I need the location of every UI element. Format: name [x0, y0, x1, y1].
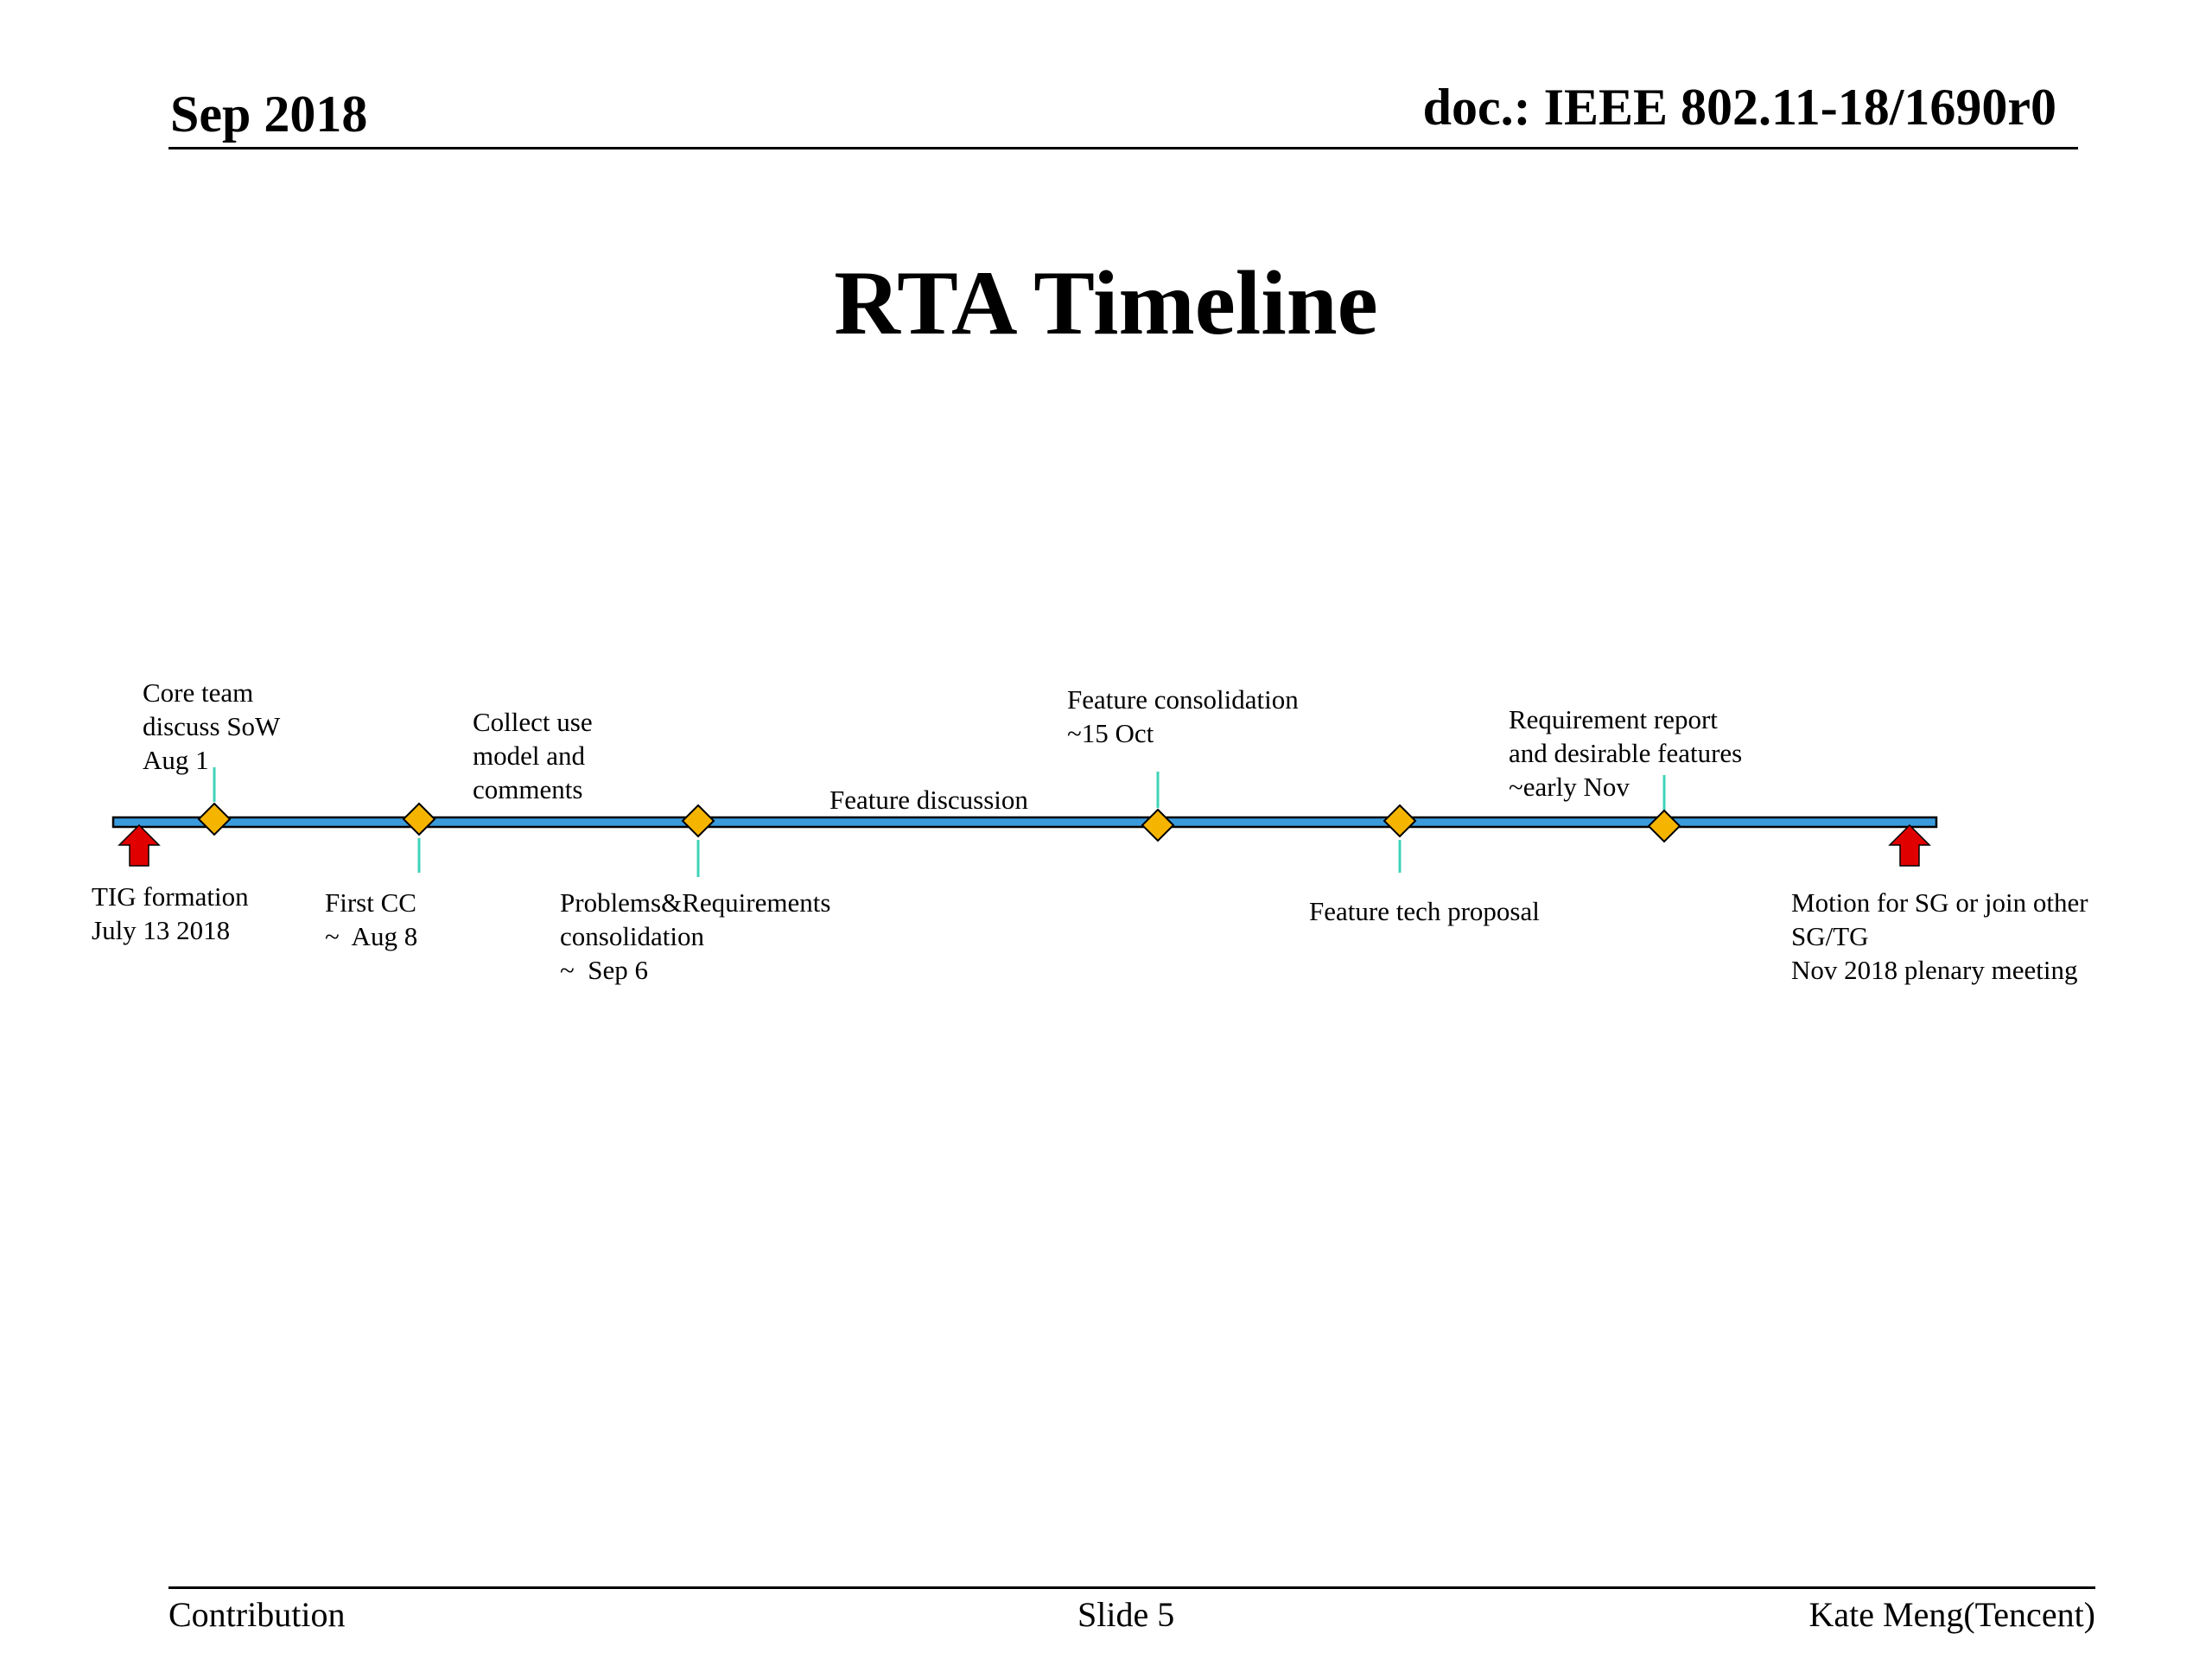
footer-divider: [168, 1586, 2095, 1589]
footer-author: Kate Meng(Tencent): [1808, 1595, 2095, 1634]
label-tig-formation: TIG formation July 13 2018: [92, 881, 249, 945]
milestone-diamond-icon: [199, 804, 230, 835]
end-arrow-icon: [1890, 825, 1929, 866]
header-doc-id: doc.: IEEE 802.11-18/1690r0: [1422, 79, 2056, 136]
label-feature-consolidation: Feature consolidation ~15 Oct: [1067, 684, 1299, 748]
label-requirement-report: Requirement report and desirable features ~early Nov: [1509, 704, 1743, 802]
label-core-team: Core team discuss SoW Aug 1: [143, 677, 281, 775]
milestone-diamond-icon: [1384, 805, 1415, 836]
milestone-diamond-icon: [1649, 810, 1680, 842]
label-problems-requirements: Problems&Requirements consolidation ~ Sep 6: [560, 887, 831, 985]
label-feature-tech-proposal: Feature tech proposal: [1309, 896, 1540, 926]
label-first-cc: First CC ~ Aug 8: [325, 887, 418, 951]
start-arrow-icon: [119, 825, 159, 866]
milestone-diamond-icon: [404, 804, 435, 835]
label-motion-for-sg: Motion for SG or join other SG/TG Nov 2018 plenary meeting: [1791, 887, 2088, 985]
milestone-diamond-icon: [1142, 810, 1173, 841]
footer-slide-number: Slide 5: [1077, 1595, 1175, 1634]
slide-title: RTA Timeline: [834, 252, 1378, 353]
label-feature-discussion: Feature discussion: [830, 785, 1028, 815]
footer-contribution: Contribution: [168, 1595, 346, 1634]
milestone-diamond-icon: [683, 805, 714, 836]
header-date: Sep 2018: [170, 86, 368, 143]
label-collect-use-model: Collect use model and comments: [473, 707, 593, 804]
